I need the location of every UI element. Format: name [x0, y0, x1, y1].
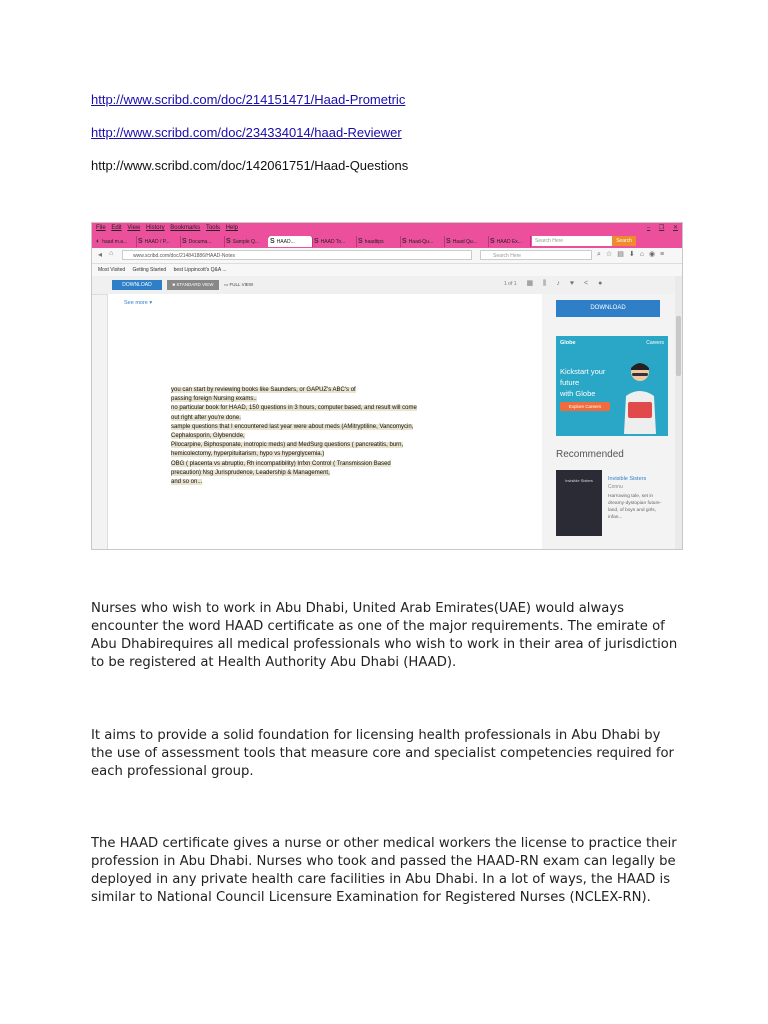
menu-view: View	[127, 225, 141, 231]
close-icon: ✕	[672, 225, 678, 231]
scribd-toolbar	[92, 276, 682, 295]
heart-icon: ♥	[569, 280, 575, 287]
doc-line: sample questions that I encountered last year were about meds (AMitryptiline, Vancomycin,	[171, 423, 414, 430]
bookmark-most-visited: Most Visited	[98, 267, 126, 273]
link-haad-prometric-anchor[interactable]: http://www.scribd.com/doc/214151471/Haad-Prometric	[91, 92, 406, 107]
menu-tools: Tools	[205, 225, 220, 231]
tab-3: S Documa...	[180, 236, 225, 247]
home-icon: ⌂	[109, 250, 114, 257]
address-field: www.scribd.com/doc/214841886/HAAD-Notes	[122, 250, 472, 260]
doc-line: hemicolectomy, hyperpituitarism, hypo vs hyperglycemia.)	[171, 451, 325, 458]
standard-view-button: ■ STANDARD VIEW	[167, 280, 219, 290]
tab-6: S HAAD To...	[312, 236, 357, 247]
scribd-icon: S	[314, 238, 319, 245]
scribd-icon: S	[138, 238, 143, 245]
menu-bookmarks: Bookmarks	[170, 225, 201, 231]
tab-1: ◐ haad m.a...	[94, 236, 137, 247]
book-cover-text: Invisible Sisters	[565, 478, 593, 483]
window-controls	[640, 223, 678, 234]
recommended-heading: Recommended	[556, 449, 624, 460]
person-illustration	[618, 356, 662, 434]
paragraph-2: It aims to provide a solid foundation for licensing health professionals in Abu Dhabi by the use of assessment tools that measure core and specialist competencies required for each professional group.	[91, 728, 674, 779]
scribd-icon: S	[182, 238, 187, 245]
full-view-button: ▭ FULL VIEW	[224, 282, 254, 287]
scribd-icon: S	[446, 238, 451, 245]
page-counter: 1 of 1	[504, 281, 517, 287]
menu-history: History	[145, 225, 165, 231]
ad-careers-label: Careers	[646, 340, 664, 346]
ad-headline: Kickstart your future with Globe	[560, 367, 606, 398]
home-icon: ⌂	[639, 251, 644, 258]
minimize-icon: –	[646, 225, 651, 231]
maximize-icon: ❐	[658, 225, 665, 231]
doc-line: and so on...	[171, 479, 203, 486]
see-more-link: See more ▾	[124, 300, 153, 306]
menu-edit: Edit	[111, 225, 122, 231]
doc-line: Pilocarpine, Biphosponate, inotropic meds) and MedSurg questions ( pancreatitis, burn,	[171, 442, 404, 449]
scribd-icon: S	[402, 238, 407, 245]
download-icon: ⬇	[628, 251, 635, 258]
book-cover	[556, 470, 602, 536]
book-title: Invisible Sisters	[608, 476, 647, 482]
scribd-icon: S	[490, 238, 495, 245]
tab-4: S Sample Q...	[224, 236, 269, 247]
bookmark-icon: ▤	[617, 251, 624, 258]
scroll-thumb	[676, 316, 681, 376]
top-search-box: Search Here	[532, 236, 612, 246]
download-button-large: DOWNLOAD	[556, 300, 660, 317]
scribd-icon: S	[226, 238, 231, 245]
tab-icon: ◐	[96, 238, 101, 245]
browser-toolbar-icons	[597, 250, 669, 259]
url-haad-questions: http://www.scribd.com/doc/142061751/Haad-Questions	[91, 158, 409, 173]
browser-menubar	[92, 223, 682, 234]
tab-8: S Haad-Qu...	[400, 236, 445, 247]
doc-line: no particular book for HAAD, 150 questions in 3 hours, computer based, and result will come	[171, 405, 417, 412]
grid-icon: ▦	[526, 280, 534, 287]
link-haad-reviewer-anchor[interactable]: http://www.scribd.com/doc/234334014/haad-Reviewer	[91, 125, 402, 140]
scribd-tool-icons	[504, 279, 612, 288]
globe-logo: Globe	[560, 340, 576, 346]
doc-line: passing foreign Nursing exams..	[171, 396, 257, 403]
top-search-button: Search	[612, 236, 636, 246]
explore-careers-button: Explore Careers	[560, 402, 610, 411]
browser-search-field: Search Here	[480, 250, 592, 260]
document-text	[171, 386, 511, 487]
tab-7: S haadtips	[356, 236, 401, 247]
tab-9: S Haad Qu...	[444, 236, 489, 247]
scribd-sidebar	[542, 294, 682, 549]
menu-icon: ≡	[660, 251, 665, 258]
paragraph-3: The HAAD certificate gives a nurse or other medical workers the license to practice their profession in Abu Dhabi. Nurses who took and passed the HAAD-RN exam can legally be deployed in any private health care facilities in Abu Dhabi. In a lot of ways, the HAAD is similar to National Council Licensure Examination for Registered Nurses (NCLEX-RN).	[91, 836, 677, 905]
link-haad-prometric[interactable]	[91, 92, 691, 108]
star-icon: ☆	[605, 251, 613, 258]
doc-line: precaution) Nsg Jurisprudence, Leadership & Management,	[171, 469, 330, 476]
menu-help: Help	[225, 225, 238, 231]
search-icon: ⌕	[597, 251, 601, 258]
comment-icon: ●	[598, 280, 603, 287]
share-icon: <	[584, 280, 589, 287]
browser-tabs	[92, 234, 682, 248]
link-list	[91, 92, 691, 191]
tab-10: S HAAD Ex...	[488, 236, 531, 247]
link-haad-reviewer[interactable]	[91, 125, 691, 141]
paragraph-1: Nurses who wish to work in Abu Dhabi, United Arab Emirates(UAE) would always encounter the word HAAD certificate as one of the major requirements. The emirate of Abu Dhabirequires all medical professionals who wish to work in their area of jurisdiction to be registered at Health Authority Abu Dhabi (HAAD).	[91, 601, 678, 670]
doc-line: OBG ( placenta vs abruptio, Rh incompatibility) Infxn Control ( Transmission Based	[171, 460, 391, 467]
bookmark-lippincott: best Lippincott's Q&A ...	[173, 267, 227, 273]
doc-line: out right after you're done.	[171, 414, 241, 421]
library-icon: ⫼	[543, 280, 547, 287]
doc-line: Cephalosporin, Glybenclde,	[171, 433, 245, 440]
book-author: Connu	[608, 484, 623, 490]
bell-icon: ♪	[556, 280, 560, 287]
url-bar	[92, 248, 682, 264]
bookmark-getting-started: Getting Started	[132, 267, 167, 273]
globe-ad	[556, 336, 668, 436]
skype-icon: ◉	[648, 251, 656, 258]
download-button-small: DOWNLOAD	[112, 280, 162, 290]
scribd-icon: S	[358, 238, 363, 245]
back-icon: ◂	[98, 250, 103, 259]
scrollbar	[675, 276, 682, 549]
menu-file: File	[96, 225, 106, 231]
tab-2: S HAAD / P...	[136, 236, 181, 247]
book-description: Harrowing tale, set in dreamy-dystopian future-land, of boys and girls, infan...	[608, 494, 662, 520]
doc-line: you can start by reviewing books like Saunders, or GAPUZ's ABC's of	[171, 387, 356, 393]
embedded-screenshot	[91, 222, 683, 550]
scribd-icon: S	[270, 238, 275, 245]
tab-5-active: S HAAD...	[268, 236, 313, 247]
document-page	[107, 294, 544, 549]
